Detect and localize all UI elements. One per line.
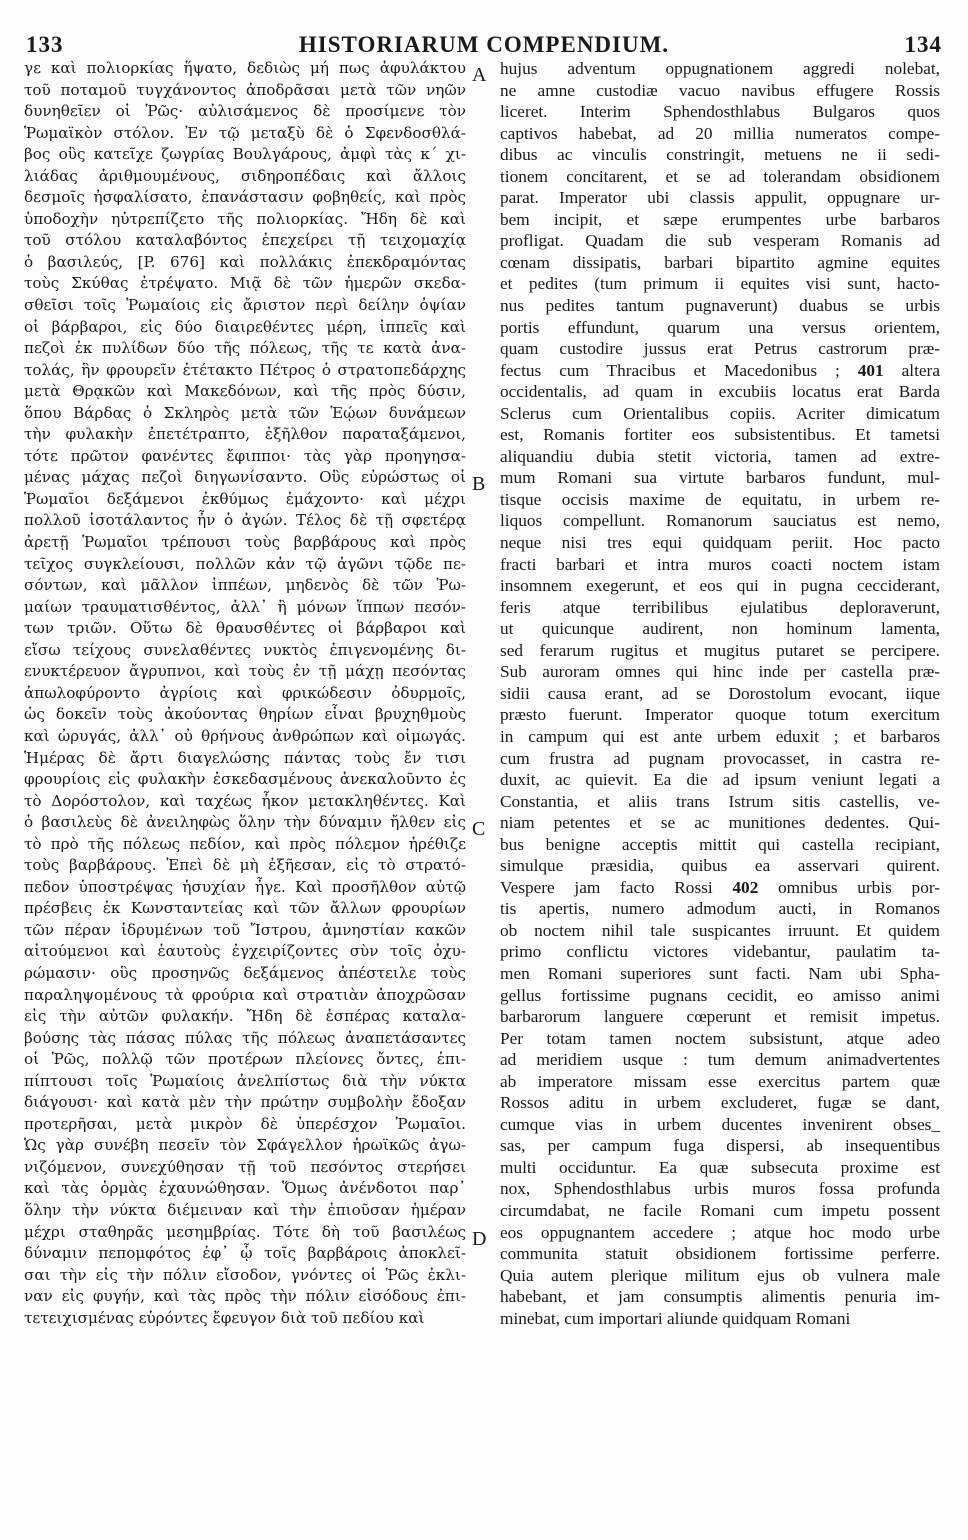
- latin-text-line: fracti barbari et intra muros coacti noctem istam: [500, 554, 940, 574]
- latin-text-line: quam custodire jussus erat Petrus castrorum præ-: [500, 339, 940, 359]
- greek-text-line: δύναμιν πεπομφότος ἐφ᾽ ᾧ τοῖς βαρβάροις ἀποκλεῖ-: [24, 1244, 466, 1263]
- greek-text-line: ρώμασιν· οὓς προσηνῶς δεξάμενος ἀπέστειλε τοὺς: [24, 963, 466, 982]
- greek-text-line: γε καὶ πολιορκίας ἥψατο, δεδιὼς μή πως ἀφυλάκτου: [24, 59, 466, 77]
- latin-text-line: ad meridiem usque : tum demum animadvertentes: [500, 1050, 940, 1070]
- greek-text-line: τὸ πρὸ τῆς πόλεως πεδίον, καὶ πρὸς πόλεμον ἠρέθιζε: [24, 834, 466, 853]
- greek-text-line: μένας μάχας πεζοὶ διηγωνίσαντο. Οὓς εὐρώστως οἱ: [24, 468, 466, 487]
- greek-text-line: ὁ βασιλεὺς δὲ ἀνειληφὼς ὅλην τὴν δύναμιν ἤλθεν εἰς: [24, 813, 466, 832]
- text-fragment: fectus cum Thracibus et Macedonibus ;: [500, 360, 858, 380]
- greek-text-line: τότε πρῶτον φανέντες ἔφιπποι· τὰς γὰρ προηγησα-: [24, 446, 466, 465]
- greek-text-line: σόντων, καὶ μᾶλλον ἱππέων, μηδενὸς δὲ τῶν Ῥω-: [24, 576, 466, 595]
- greek-text-line: τοῦ ποταμοῦ τυγχάνοντος ἀποδρᾶσαι μετὰ τῶν νηῶν: [24, 80, 466, 99]
- latin-text-line: portis effundunt, quarum una versus orientem,: [500, 317, 940, 337]
- greek-text-line: σαι τὴν εἰς τὴν πόλιν εἴσοδον, γνόντες οἱ Ῥῶς ἐκλι-: [24, 1265, 466, 1284]
- latin-text-line: cum frustra ad pugnam provocasset, in castra re-: [500, 748, 940, 768]
- running-title: HISTORIARUM COMPENDIUM.: [298, 32, 670, 57]
- latin-text-line: men Romani superiores sunt facti. Nam ubi Spha-: [500, 963, 940, 983]
- greek-text-line: Ῥωμαϊκὸν στόλον. Ἐν τῷ μεταξὺ δὲ ὁ Σφενδοσθλά-: [24, 123, 466, 142]
- greek-text-line: ὑποδοχὴν ηὐτρεπίζετο τῆς πολιορκίας. Ἤδη δὲ καὶ: [24, 209, 466, 228]
- greek-text-line: πολλοῦ ἰσοτάλαντος ἦν ὁ ἀγών. Τέλος δὲ τῇ σφετέρᾳ: [24, 511, 466, 530]
- latin-text-line: niam petentes et se ac munitiones dedentes. Qui-: [500, 813, 940, 833]
- greek-text-line: τολάς, ἣν φρουρεῖν ἐτέτακτο Πέτρος ὁ στρατοπεδάρχης: [24, 360, 466, 379]
- latin-text-line: in campum qui est ante urbem eduxit ; et barbaros: [500, 726, 940, 746]
- greek-text-line: ὡς δοκεῖν τοὺς ἀκούοντας θηρίων εἶναι βρυχηθμοὺς: [24, 705, 466, 724]
- latin-text-line: tisque occisis maxime de equitatu, in urbem re-: [500, 489, 940, 509]
- latin-text-line: bem incipit, et sæpe erumpentes urbe barbaros: [500, 209, 940, 229]
- latin-text-line: et pedites (tum primum ii equites visi sunt, hacto-: [500, 274, 940, 294]
- page-number-right: 134: [904, 32, 942, 57]
- greek-text-line: τεῖχος συγκλείουσι, πολλῶν κἀν τῷ ἀγῶνι τῷδε πε-: [24, 554, 466, 573]
- greek-text-line: καὶ ὠρυγάς, ἀλλ᾽ οὐ θρήνους ἀνθρώπων καὶ οἰμωγάς.: [24, 726, 466, 745]
- latin-text-line: multi occiduntur. Ea quæ subsecuta proxime est: [500, 1157, 940, 1177]
- greek-text-line: νιζόμενον, συνεχύθησαν τῇ τοῦ πεσόντος στερήσει: [24, 1157, 466, 1176]
- greek-text-line: πεζοὶ ἐκ πυλίδων δύο τῆς πόλεως, τῆς τε κατὰ ἀνα-: [24, 339, 466, 358]
- latin-text-line: duxit, ac quievit. Ea die ad ipsum veniunt legati a: [500, 770, 940, 790]
- latin-text-line: tis apertis, numero admodum aucti, in Romanos: [500, 899, 940, 919]
- latin-text-line: profligat. Quadam die sub vesperam Romanis ad: [500, 231, 940, 251]
- latin-text-line: Sub auroram omnes qui hinc inde per castella præ-: [500, 662, 940, 682]
- greek-text-line: καὶ τὰς ὁρμὰς ἐχαυνώθησαν. Ὅμως ἀνένδοτοι παρ᾽: [24, 1179, 466, 1198]
- latin-text-line: Constantia, et aliis trans Istrum sitis castellis, ve-: [500, 791, 940, 811]
- latin-text-line: [500, 360, 940, 382]
- greek-text-line: λιάδας ἀριθμουμένους, σιδηροπέδαις καὶ ἄλλοις: [24, 166, 466, 185]
- latin-text-line: barbarorum languere cœperunt et remisit impetus.: [500, 1007, 940, 1027]
- greek-text-line: Ὡς γὰρ συνέβη πεσεῖν τὸν Σφάγελλον ἡρωϊκῶς ἀγω-: [24, 1136, 466, 1155]
- latin-text-line: tionem concitarent, et se ad tolerandam obsidionem: [500, 166, 940, 186]
- latin-text-line: [500, 877, 940, 899]
- page-number-left: 133: [26, 32, 64, 57]
- latin-text-line: habebant, et jam consumptis alimentis penuria im-: [500, 1287, 940, 1307]
- latin-text-line: primo conflictu victores videbantur, paulatim ta-: [500, 942, 940, 962]
- greek-text-line: Ἡμέρας δὲ ἄρτι διαγελώσης πάντας τοὺς ἔν τισι: [24, 748, 466, 767]
- greek-text-line: Ῥωμαῖοι δεξάμενοι ἐκθύμως ἐμάχοντο· καὶ μέχρι: [24, 489, 466, 508]
- latin-column: [500, 58, 940, 1329]
- margin-letter-marker: C: [472, 818, 486, 841]
- latin-text-line: liquos compellunt. Romanorum sauciatus est nemo,: [500, 511, 940, 531]
- greek-text-line: τῶν πέραν ἱδρυμένων τοῦ Ἴστρου, ἀμνηστίαν κακῶν: [24, 920, 466, 939]
- latin-text-line: occidentalis, ad quam in excubiis locatus erat Barda: [500, 382, 940, 402]
- latin-text-line: Rossos aditu in urbem excluderet, fugæ se dant,: [500, 1093, 940, 1113]
- greek-text-line: οἱ Ῥῶς, πολλῷ τῶν προτέρων πλείονες ὄντες, ἐπι-: [24, 1050, 466, 1069]
- greek-text-line: των τριῶν. Οὕτω δὲ θραυσθέντες οἱ βάρβαροι καὶ: [24, 619, 466, 638]
- latin-text-line: neque nisi tres equi quidquam periit. Hoc pacto: [500, 533, 940, 553]
- latin-text-line: Sclerus cum Orientalibus copiis. Acriter dimicatum: [500, 403, 940, 423]
- greek-text-line: τετειχισμένας εὑρόντες ἔφευγον διὰ τοῦ πεδίου καὶ: [24, 1308, 425, 1327]
- greek-text-line: ὅπου Βάρδας ὁ Σκληρὸς μετὰ τῶν Ἑῴων δυνάμεων: [24, 403, 466, 422]
- latin-text-line: gellus fortissime pugnans cecidit, eo amisso animi: [500, 985, 940, 1005]
- page-header: [26, 14, 942, 57]
- greek-text-line: δεσμοῖς ἠσφαλίσατο, ἐπανάστασιν φοβηθείς, καὶ πρὸς: [24, 188, 466, 207]
- greek-text-line: ὁ βασιλεύς, [P. 676] καὶ πολλάκις ἐπεκδραμόντας: [24, 252, 466, 271]
- section-number: 402: [732, 877, 759, 897]
- greek-text-line: ἀπωλοφύροντο ἀγρίοις καὶ φρικώδεσιν ὀδυρμοῖς,: [24, 683, 466, 702]
- greek-text-line: ἀρετῇ Ῥωμαῖοι τρέπουσι τοὺς βαρβάρους καὶ πρὸς: [24, 533, 466, 552]
- latin-text-line: ob noctem nihil tale suspicantes irruunt. Et quidem: [500, 920, 940, 940]
- greek-text-line: ὅλην τὴν νύκτα διέμειναν καὶ τὴν ἐπιοῦσαν ἡμέραν: [24, 1200, 466, 1219]
- greek-text-line: αἰτούμενοι καὶ ἑαυτοὺς ἐγχειρίζοντες σὺν τοῖς ὀχυ-: [24, 942, 466, 961]
- greek-text-line: προτερῆσαι, μετὰ μικρὸν δὲ ὑπερέσχον Ῥωμαῖοι.: [24, 1114, 466, 1133]
- latin-text-line: minebat, cum importari aliunde quidquam Romani: [500, 1308, 851, 1328]
- greek-text-line: μετὰ Θρᾳκῶν καὶ Μακεδόνων, καὶ τῆς πρὸς δύσιν,: [24, 382, 466, 401]
- section-number: 401: [857, 360, 884, 380]
- latin-text-line: simulque præsidia, quibus ea asservari quirent.: [500, 856, 940, 876]
- latin-text-line: ut quicunque audirent, non hominum lamenta,: [500, 619, 940, 639]
- greek-text-line: εἴσω τείχους συνελαθέντες νυκτὸς ἐπιγενομένης δι-: [24, 640, 466, 659]
- margin-letter-marker: B: [472, 473, 486, 496]
- latin-text-line: cœnam dissipatis, barbari bipartito agmine equites: [500, 252, 940, 272]
- latin-text-line: captivos habebat, ad 20 millia numeratos compe-: [500, 123, 940, 143]
- latin-text-line: hujus adventum oppugnationem aggredi nolebat,: [500, 59, 940, 78]
- latin-text-line: præsto fuerunt. Imperator quoque totum exercitum: [500, 705, 940, 725]
- latin-text-line: nus pedites tantum pugnaverunt) duabus se urbis: [500, 296, 940, 316]
- greek-text-line: μέχρι σταθηρᾶς μεσημβρίας. Τότε δὴ τοῦ βασιλέως: [24, 1222, 466, 1241]
- latin-text-line: communita statuit obsidionem fortissime perferre.: [500, 1244, 940, 1264]
- greek-text-line: σθεῖσι τοῖς Ῥωμαίοις εἰς ἄριστον περὶ δείλην ὀψίαν: [24, 296, 466, 315]
- latin-text-line: feris atque terribilibus ejulatibus deploraverunt,: [500, 597, 940, 617]
- greek-text-line: ενυκτέρευον ἄγρυπνοι, καὶ τοὺς ἐν τῇ μάχῃ πεσόντας: [24, 662, 466, 681]
- latin-text-line: est, Romanis fortiter eos subsistentibus. Et tametsi: [500, 425, 940, 445]
- latin-text-line: parat. Imperator ubi classis appulit, oppugnare ur-: [500, 188, 940, 208]
- greek-text-line: τὸ Δορόστολον, καὶ ταχέως ἧκον μετακληθέντες. Καὶ: [24, 791, 466, 810]
- latin-text-line: Quia autem plerique militum ejus ob vulnera male: [500, 1265, 940, 1285]
- greek-text-line: πρέσβεις ἐκ Κωνσταντείας καὶ τῶν ἄλλων φρουρίων: [24, 899, 466, 918]
- latin-text-line: sidii causa erant, ad se Dorostolum evocant, iique: [500, 683, 940, 703]
- greek-text-line: παραληψομένους τὰ φρούρια καὶ στρατιὰν ἀποχρῶσαν: [24, 985, 466, 1004]
- greek-text-line: πεδον ὑποστρέψας ἡσυχίαν ἦγε. Καὶ προσῆλθον αὐτῷ: [24, 877, 466, 896]
- latin-text-line: aliquandiu dubia stetit victoria, tamen ad extre-: [500, 446, 940, 466]
- latin-text-line: mum Romani sua virtute barbaros fundunt, mul-: [500, 468, 940, 488]
- greek-text-line: τοῦ στόλου καταλαβόντος ἐπεχείρει τῇ τειχομαχίᾳ: [24, 231, 466, 250]
- greek-text-line: διάγουσι· καὶ κατὰ μὲν τὴν πρώτην συμβολὴν ἔδοξαν: [24, 1093, 466, 1112]
- text-fragment: omnibus urbis por-: [758, 877, 940, 897]
- greek-text-line: βούσης τὰς πάσας πύλας τῆς πόλεως ἀναπετάσαντες: [24, 1028, 466, 1047]
- latin-text-line: circumdabat, ne facile Romani cum impetu possent: [500, 1200, 940, 1220]
- margin-letter-marker: D: [472, 1227, 487, 1250]
- latin-text-line: bus benigne acceptis mittit qui castella recipiant,: [500, 834, 940, 854]
- greek-text-line: δυνηθεῖεν οἱ Ῥῶς· αὐλισάμενος δὲ προσίμενε τὸν: [24, 102, 466, 121]
- latin-text-line: insomnem exegerunt, et eos qui in pugna cecciderant,: [500, 576, 940, 596]
- latin-text-line: sed ferarum rugitus et mugitus putaret se percipere.: [500, 640, 940, 660]
- latin-text-line: liceret. Interim Sphendosthlabus Bulgaros quos: [500, 102, 940, 122]
- greek-text-line: τοὺς βαρβάρους. Ἐπεὶ δὲ μὴ ἐξῆεσαν, εἰς τὸ στρατό-: [24, 856, 466, 875]
- latin-text-line: nox, Sphendosthlabus urbis muros fossa profunda: [500, 1179, 940, 1199]
- text-fragment: Vespere jam facto Rossi: [500, 877, 733, 897]
- latin-text-line: cumque vias in urbem ducentes invenirent obses_: [500, 1114, 940, 1134]
- latin-text-line: Per totam tamen noctem subsistunt, atque adeo: [500, 1028, 940, 1048]
- latin-text-line: ne amne custodiæ vacuo navibus effugere Rossis: [500, 80, 940, 100]
- greek-text-line: τὴν φυλακὴν ἐπετέτραπτο, ἐξῆλθον παραταξάμενοι,: [24, 425, 466, 444]
- greek-text-line: μαίων τραυματισθέντος, ἀλλ᾽ ἢ μόνων ἵππων πεσόν-: [24, 597, 466, 616]
- latin-text-line: ab imperatore missam esse exercitus partem quæ: [500, 1071, 940, 1091]
- greek-text-line: ναν εἰς φυγήν, καὶ τὰς πρὸς τὴν πόλιν εἰσόδους ἐπι-: [24, 1287, 466, 1306]
- text-fragment: altera: [883, 360, 940, 380]
- greek-text-line: φρουρίοις εἰς φυλακὴν ἐσκεδασμένους ἀνεκαλοῦντο ἐς: [24, 770, 466, 789]
- margin-letter-marker: A: [472, 64, 487, 86]
- greek-text-line: οἱ βάρβαροι, εἰς δύο διαιρεθέντες μέρη, ἱππεῖς καὶ: [24, 317, 466, 336]
- greek-text-line: τοὺς Σκύθας ἐτρέψατο. Μιᾷ δὲ τῶν ἡμερῶν σκεδα-: [24, 274, 466, 293]
- latin-text-line: eos oppugnantem accedere ; atque hoc modo urbe: [500, 1222, 940, 1242]
- greek-text-line: πίπτουσι τοῖς Ῥωμαίοις ἀνελπίστως διὰ τὴν νύκτα: [24, 1071, 466, 1090]
- greek-text-line: βος οὓς κατεῖχε ζωγρίας Βουλγάρους, ἀμφὶ τὰς κ΄ χι-: [24, 145, 466, 164]
- greek-text-line: εἰς τὴν αὐτῶν φυλακήν. Ἤδη δὲ ἑσπέρας καταλα-: [24, 1007, 466, 1026]
- latin-text-line: sas, per campum fuga dispersi, ab insequentibus: [500, 1136, 940, 1156]
- latin-text-line: dibus ac vinculis constringit, metuens ne ii sedi-: [500, 145, 940, 165]
- greek-column: [24, 58, 466, 1329]
